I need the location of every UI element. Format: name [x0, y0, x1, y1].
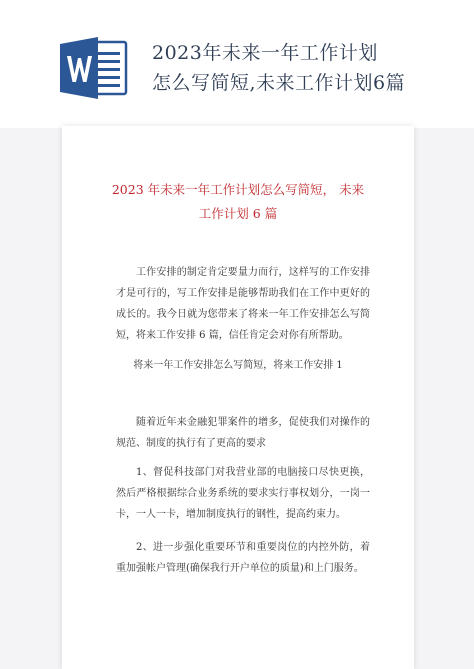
document-title — [62, 178, 414, 226]
body-paragraph-3: 2、进一步强化重要环节和重要岗位的内控外防，着重加强帐户管理(确保我行开户单位的质量)和上门服务。 — [116, 542, 370, 574]
document-preview — [62, 126, 414, 669]
page-title-line-2: 怎么写简短,未来工作计划6篇 — [152, 72, 406, 94]
word-document-icon — [58, 36, 130, 100]
body-paragraph-2: 1、督促科技部门对我营业部的电脑接口尽快更换，然后严格根据综合业务系统的要求实行事权划分，一岗一卡，一人一卡，增加制度执行的钢性，提高约束力。 — [116, 467, 370, 520]
page-title — [152, 38, 452, 98]
body-paragraph-1: 随着近年来金融犯罪案件的增多，促使我们对操作的规范、制度的执行有了更高的要求 — [116, 417, 370, 449]
intro-paragraph: 工作安排的制定肯定要量力而行，这样写的工作安排才是可行的，写工作安排是能够帮助我们在工作中更好的成长的。我今日就为您带来了将来一年工作安排怎么写简短，将来工作安排 6 篇，信任肯定会对你有所帮助。 — [116, 267, 370, 341]
header-banner — [0, 0, 474, 128]
document-title-line-2: 工作计划 6 篇 — [198, 206, 278, 221]
page-title-line-1: 2023年未来一年工作计划 — [152, 42, 378, 64]
document-title-line-1: 2023 年未来一年工作计划怎么写简短， 未来 — [111, 182, 365, 197]
section-heading: 将来一年工作安排怎么写简短，将来工作安排 1 — [133, 360, 343, 371]
